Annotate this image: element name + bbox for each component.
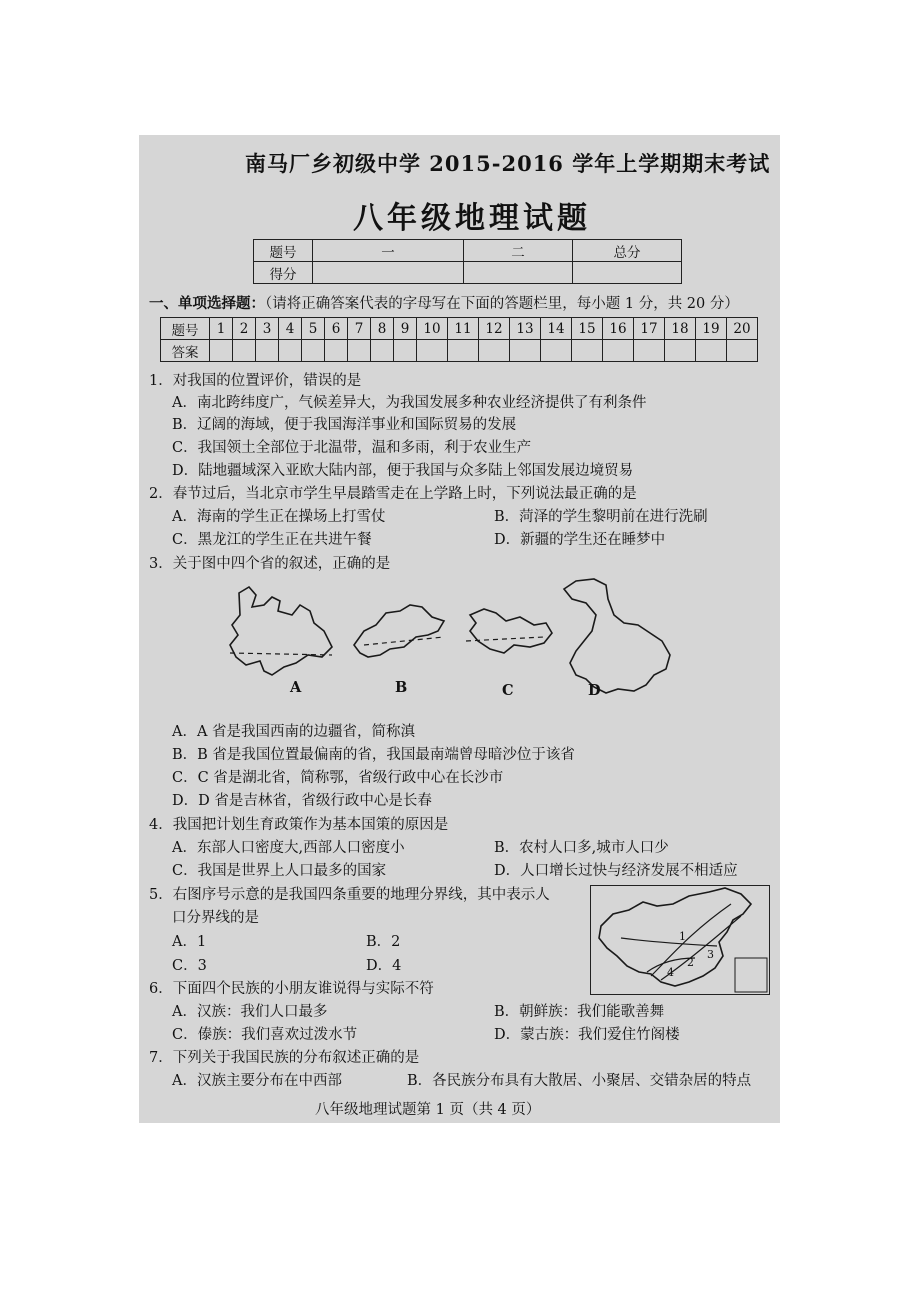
question-stem: 5．右图序号示意的是我国四条重要的地理分界线，其中表示人 (149, 887, 550, 903)
question-number-cell: 15 (572, 318, 603, 340)
option: B．朝鲜族：我们能歌善舞 (494, 1004, 665, 1020)
answer-blank[interactable] (696, 340, 727, 362)
question-stem: 2．春节过后，当北京市学生早晨踏雪走在上学路上时，下列说法最正确的是 (149, 486, 637, 502)
answer-blank[interactable] (603, 340, 634, 362)
exam-page (139, 135, 780, 1123)
question-number-cell: 7 (348, 318, 371, 340)
province-a-outline (230, 587, 332, 675)
option: A．南北跨纬度广，气候差异大，为我国发展多种农业经济提供了有利条件 (172, 395, 647, 411)
answer-blank[interactable] (572, 340, 603, 362)
question-number-cell: 11 (448, 318, 479, 340)
question-number-cell: 1 (210, 318, 233, 340)
question-number-cell: 2 (233, 318, 256, 340)
score-blank[interactable] (313, 262, 464, 284)
answer-table-header: 答案 (161, 340, 210, 362)
option: D．陆地疆域深入亚欧大陆内部，便于我国与众多陆上邻国发展边境贸易 (172, 463, 634, 479)
question-number-cell: 3 (256, 318, 279, 340)
question-number-cell: 13 (510, 318, 541, 340)
score-blank[interactable] (464, 262, 573, 284)
option: A．海南的学生正在操场上打雪仗 (172, 509, 386, 525)
question-number-cell: 20 (727, 318, 758, 340)
option: B．2 (366, 934, 401, 950)
answer-blank[interactable] (727, 340, 758, 362)
score-blank[interactable] (573, 262, 682, 284)
map-label: C (502, 682, 514, 699)
china-boundary-map (590, 885, 770, 995)
score-table-cell: 二 (464, 240, 573, 262)
page-footer: 八年级地理试题第 1 页（共 4 页） (315, 1102, 541, 1118)
answer-blank[interactable] (371, 340, 394, 362)
province-d-outline (564, 579, 670, 693)
question-stem: 7．下列关于我国民族的分布叙述正确的是 (149, 1050, 420, 1066)
question-stem-continued: 口分界线的是 (172, 910, 259, 926)
map-number: 1 (679, 930, 686, 943)
map-label: A (290, 679, 302, 696)
option: D．新疆的学生还在睡梦中 (494, 532, 666, 548)
section-instruction: （请将正确答案代表的字母写在下面的答题栏里，每小题 1 分，共 20 分） (265, 296, 739, 312)
option: B．菏泽的学生黎明前在进行洗刷 (494, 509, 708, 525)
option: B．农村人口多,城市人口少 (494, 840, 669, 856)
question-number-cell: 9 (394, 318, 417, 340)
answer-blank[interactable] (479, 340, 510, 362)
score-table-cell: 一 (313, 240, 464, 262)
answer-blank[interactable] (510, 340, 541, 362)
option: A．1 (172, 934, 207, 950)
option: C．傣族：我们喜欢过泼水节 (172, 1027, 358, 1043)
option: C．我国是世界上人口最多的国家 (172, 863, 387, 879)
question-number-cell: 12 (479, 318, 510, 340)
question-stem: 1．对我国的位置评价，错误的是 (149, 373, 362, 389)
province-b-outline (354, 605, 444, 657)
section-title: 一、单项选择题： (149, 295, 265, 312)
question-stem: 3．关于图中四个省的叙述，正确的是 (149, 556, 391, 572)
map-label: D (588, 682, 601, 699)
exam-title: 八年级地理试题 (353, 201, 591, 236)
map-label: B (395, 679, 408, 696)
answer-blank[interactable] (256, 340, 279, 362)
answer-blank[interactable] (448, 340, 479, 362)
answer-blank[interactable] (634, 340, 665, 362)
question-number-cell: 10 (417, 318, 448, 340)
option: D．人口增长过快与经济发展不相适应 (494, 863, 738, 879)
option: A．汉族：我们人口最多 (172, 1004, 328, 1020)
answer-blank[interactable] (233, 340, 256, 362)
question-number-cell: 5 (302, 318, 325, 340)
question-number-cell: 17 (634, 318, 665, 340)
option: D．蒙古族：我们爱住竹阁楼 (494, 1027, 680, 1043)
option: D．4 (366, 958, 402, 974)
school-title: 南马厂乡初级中学 2015-2016 学年上学期期末考试 (245, 151, 771, 176)
answer-table (160, 317, 758, 362)
province-c-outline (466, 609, 552, 653)
option: C．C 省是湖北省，简称鄂，省级行政中心在长沙市 (172, 770, 504, 786)
question-stem: 4．我国把计划生育政策作为基本国策的原因是 (149, 817, 449, 833)
question-number-cell: 8 (371, 318, 394, 340)
answer-blank[interactable] (394, 340, 417, 362)
question-number-cell: 18 (665, 318, 696, 340)
option: A．东部人口密度大,西部人口密度小 (172, 840, 405, 856)
score-table-cell: 题号 (254, 240, 313, 262)
question-number-cell: 14 (541, 318, 572, 340)
option: C．3 (172, 958, 207, 974)
option: A．汉族主要分布在中西部 (172, 1073, 342, 1089)
option: D．D 省是吉林省，省级行政中心是长春 (172, 793, 432, 809)
score-table-cell: 得分 (254, 262, 313, 284)
answer-blank[interactable] (210, 340, 233, 362)
answer-blank[interactable] (325, 340, 348, 362)
option: B．各民族分布具有大散居、小聚居、交错杂居的特点 (407, 1073, 752, 1089)
answer-table-header: 题号 (161, 318, 210, 340)
option: C．黑龙江的学生正在共进午餐 (172, 532, 372, 548)
answer-blank[interactable] (665, 340, 696, 362)
section-heading (149, 295, 739, 313)
score-table-cell: 总分 (573, 240, 682, 262)
map-number: 3 (707, 948, 714, 961)
question-number-cell: 19 (696, 318, 727, 340)
answer-blank[interactable] (348, 340, 371, 362)
option: A．A 省是我国西南的边疆省，简称滇 (172, 724, 416, 740)
question-stem: 6．下面四个民族的小朋友谁说得与实际不符 (149, 981, 434, 997)
option: B．B 省是我国位置最偏南的省，我国最南端曾母暗沙位于该省 (172, 747, 575, 763)
option: C．我国领土全部位于北温带，温和多雨，利于农业生产 (172, 440, 532, 456)
score-table (253, 239, 682, 284)
answer-blank[interactable] (302, 340, 325, 362)
question-number-cell: 16 (603, 318, 634, 340)
option: B．辽阔的海域，便于我国海洋事业和国际贸易的发展 (172, 417, 517, 433)
answer-blank[interactable] (279, 340, 302, 362)
question-number-cell: 6 (325, 318, 348, 340)
province-outlines-figure (214, 575, 694, 705)
answer-blank[interactable] (541, 340, 572, 362)
map-number: 4 (667, 966, 674, 979)
map-number: 2 (687, 956, 694, 969)
question-number-cell: 4 (279, 318, 302, 340)
answer-blank[interactable] (417, 340, 448, 362)
